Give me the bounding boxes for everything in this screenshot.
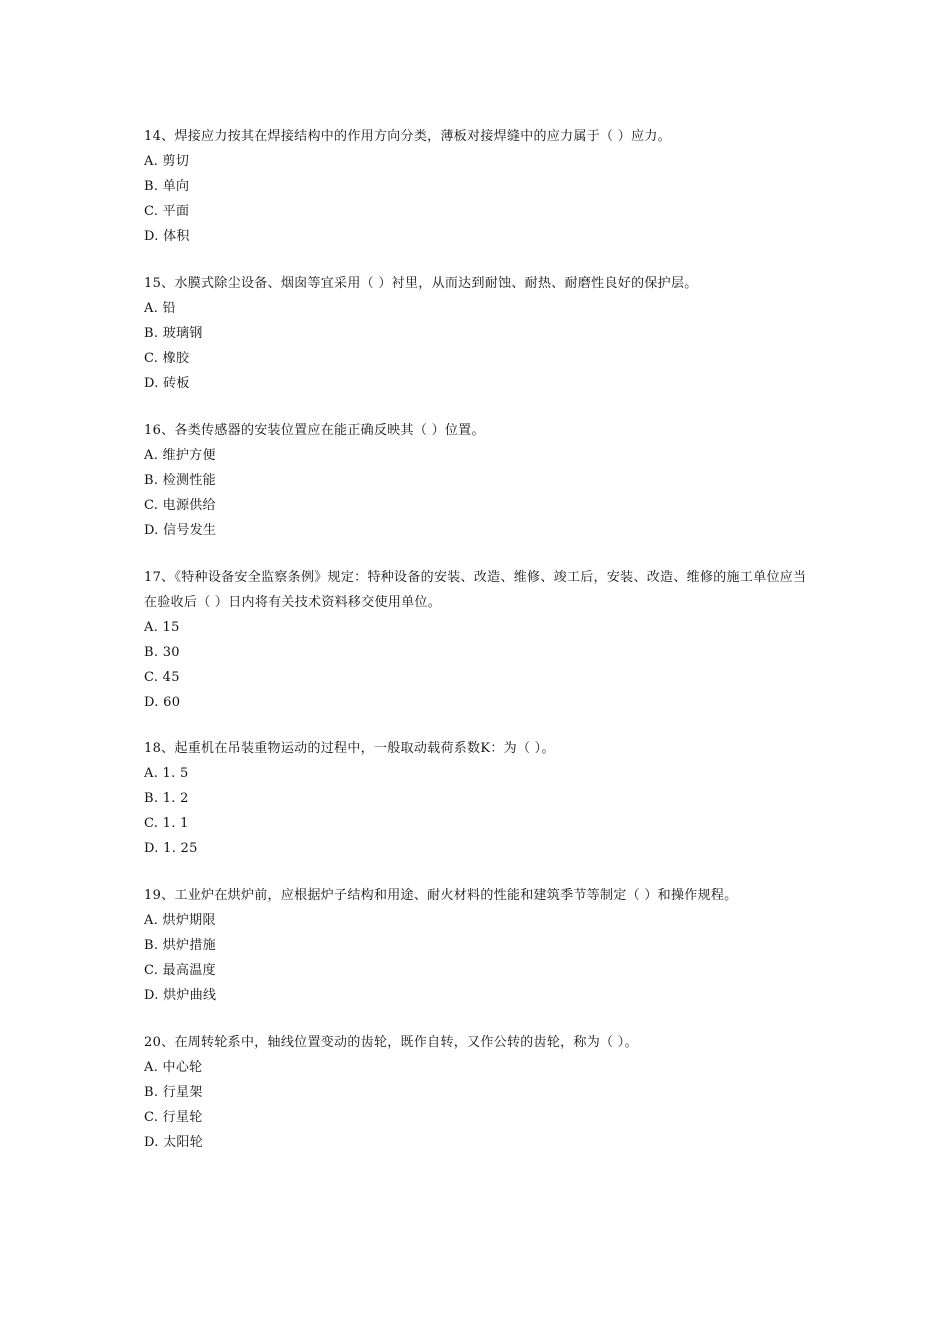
option-a: A. 15 (144, 620, 180, 635)
option-a: A. 中心轮 (144, 1060, 203, 1075)
question-stem: 16、各类传感器的安装位置应在能正确反映其（ ）位置。 (144, 423, 485, 438)
question-stem-line-2: 在验收后（ ）日内将有关技术资料移交使用单位。 (144, 595, 442, 610)
option-c: C. 电源供给 (144, 498, 216, 513)
option-b: B. 烘炉措施 (144, 938, 216, 953)
question-18 (144, 736, 824, 861)
question-stem: 14、焊接应力按其在焊接结构中的作用方向分类，薄板对接焊缝中的应力属于（ ）应力。 (144, 129, 671, 144)
option-a: A. 剪切 (144, 154, 190, 169)
option-d: D. 太阳轮 (144, 1135, 204, 1150)
question-16 (144, 418, 824, 543)
option-d: D. 信号发生 (144, 523, 217, 538)
question-stem-line-1: 17、《特种设备安全监察条例》规定：特种设备的安装、改造、维修、竣工后，安装、改造、维修的施工单位应当 (144, 570, 807, 585)
option-c: C. 橡胶 (144, 351, 190, 366)
question-20 (144, 1030, 824, 1155)
option-c: C. 行星轮 (144, 1110, 203, 1125)
option-d: D. 烘炉曲线 (144, 988, 217, 1003)
option-a: A. 1. 5 (144, 766, 189, 781)
option-d: D. 1. 25 (144, 841, 198, 856)
option-a: A. 烘炉期限 (144, 913, 216, 928)
question-stem: 15、水膜式除尘设备、烟囱等宜采用（ ）衬里，从而达到耐蚀、耐热、耐磨性良好的保护层。 (144, 276, 698, 291)
question-stem: 20、在周转轮系中，轴线位置变动的齿轮，既作自转，又作公转的齿轮，称为（ ）。 (144, 1035, 638, 1050)
question-stem: 19、工业炉在烘炉前，应根据炉子结构和用途、耐火材料的性能和建筑季节等制定（ ）和操作规程。 (144, 888, 738, 903)
option-b: B. 30 (144, 645, 180, 660)
option-a: A. 维护方便 (144, 448, 216, 463)
question-15 (144, 271, 824, 396)
option-d: D. 体积 (144, 229, 190, 244)
option-c: C. 45 (144, 670, 180, 685)
option-b: B. 玻璃钢 (144, 326, 203, 341)
question-stem: 18、起重机在吊装重物运动的过程中，一般取动载荷系数K：为（ ）。 (144, 741, 555, 756)
option-b: B. 检测性能 (144, 473, 216, 488)
option-b: B. 单向 (144, 179, 190, 194)
question-19 (144, 883, 824, 1008)
option-b: B. 行星架 (144, 1085, 203, 1100)
option-c: C. 平面 (144, 204, 190, 219)
option-d: D. 60 (144, 695, 181, 710)
option-a: A. 铅 (144, 301, 176, 316)
option-d: D. 砖板 (144, 376, 190, 391)
option-b: B. 1. 2 (144, 791, 189, 806)
question-14 (144, 124, 824, 249)
option-c: C. 最高温度 (144, 963, 216, 978)
option-c: C. 1. 1 (144, 816, 189, 831)
question-17 (144, 565, 824, 715)
question-stem (144, 565, 824, 615)
